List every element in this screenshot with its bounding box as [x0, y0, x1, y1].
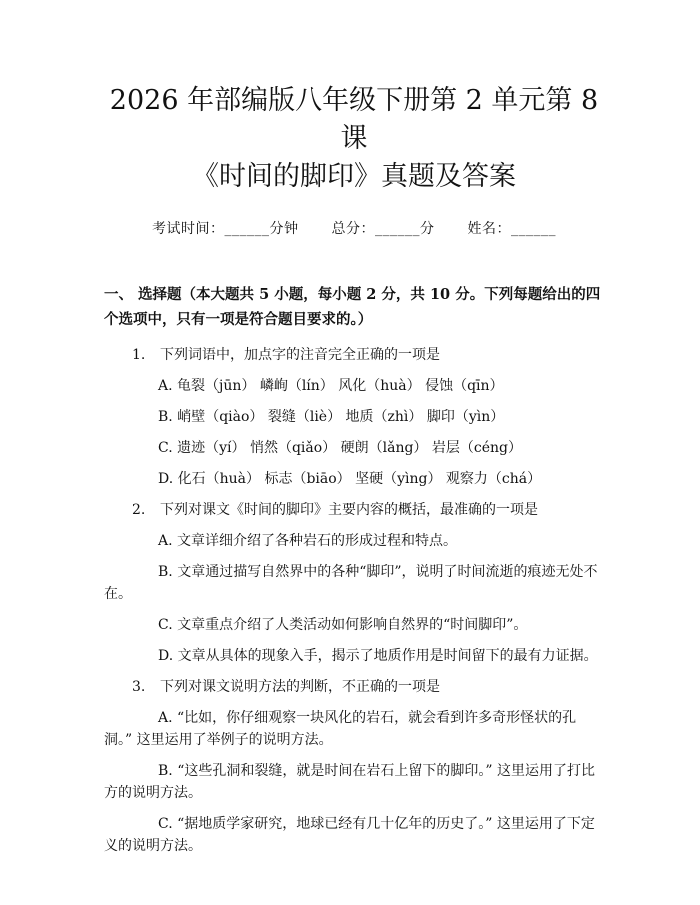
option-item: A. “比如，你仔细观察一块风化的岩石，就会看到许多奇形怪状的孔洞。” 这里运用了举例子的说明方法。 [104, 710, 577, 748]
option-item: D. 化石（huà） 标志（biāo） 坚硬（yìng） 观察力（chá） [158, 471, 542, 487]
question-number: 3. [132, 679, 146, 695]
question-stem [104, 676, 604, 698]
question-stem [104, 499, 604, 521]
question-text: 下列词语中，加点字的注音完全正确的一项是 [160, 347, 440, 363]
option-item: B. 峭壁（qiào） 裂缝（liè） 地质（zhì） 脚印（yìn） [158, 409, 505, 425]
option-item: A. 文章详细介绍了各种岩石的形成过程和特点。 [158, 533, 458, 549]
page-title [104, 82, 604, 196]
question-text: 下列对课文说明方法的判断，不正确的一项是 [160, 679, 440, 695]
title-line-2: 《时间的脚印》真题及答案 [192, 161, 516, 192]
exam-time: 考试时间：______分钟 [152, 221, 299, 237]
exam-name: 姓名：______ [467, 221, 556, 237]
question-number: 2. [132, 502, 146, 518]
section-heading: 一、 选择题（本大题共 5 小题，每小题 2 分，共 10 分。下列每题给出的四个选项中，只有一项是符合题目要求的。） [104, 286, 601, 328]
option-item: B. 文章通过描写自然界中的各种“脚印”，说明了时间流逝的痕迹无处不在。 [104, 564, 598, 602]
option-item: B. “这些孔洞和裂缝，就是时间在岩石上留下的脚印。” 这里运用了打比方的说明方法。 [104, 763, 595, 801]
exam-meta [104, 218, 604, 238]
option-item: D. 文章从具体的现象入手，揭示了地质作用是时间留下的最有力证据。 [158, 648, 598, 664]
question-stem [104, 344, 604, 366]
question-number: 1. [132, 347, 146, 363]
question-text: 下列对课文《时间的脚印》主要内容的概括，最准确的一项是 [160, 502, 538, 518]
title-line-1: 2026 年部编版八年级下册第 2 单元第 8 课 [109, 85, 599, 154]
option-item: A. 龟裂（jūn） 嶙峋（lín） 风化（huà） 侵蚀（qīn） [158, 378, 504, 394]
option-item: C. “据地质学家研究，地球已经有几十亿年的历史了。” 这里运用了下定义的说明方法。 [104, 816, 595, 854]
option-item: C. 遗迹（yí） 悄然（qiǎo） 硬朗（lǎng） 岩层（céng） [158, 440, 522, 456]
option-item: C. 文章重点介绍了人类活动如何影响自然界的“时间脚印”。 [158, 617, 528, 633]
exam-score: 总分：______分 [331, 221, 435, 237]
